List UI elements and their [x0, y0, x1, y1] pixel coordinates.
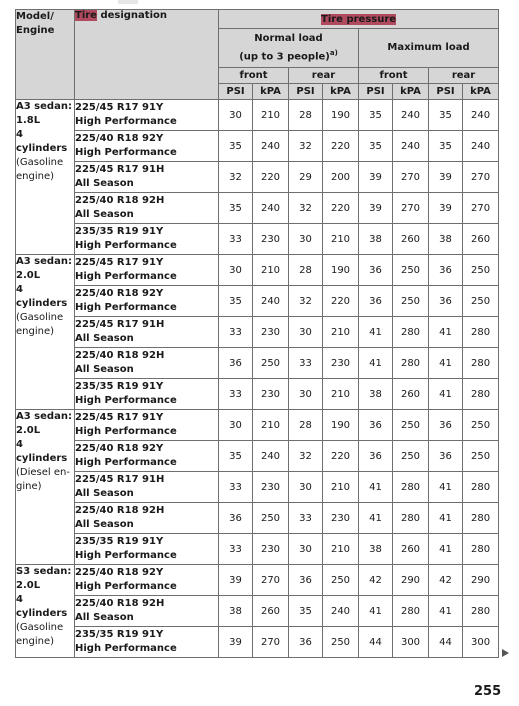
tire-type: All Season [75, 519, 134, 530]
tire-designation-cell [75, 441, 219, 472]
tire-size: 225/40 R18 92Y [75, 443, 164, 454]
kpa-value: 220 [323, 193, 359, 224]
tire-designation-header [75, 10, 219, 100]
pressure-tire-highlight: Tire [321, 13, 343, 25]
tire-designation-cell [75, 193, 219, 224]
kpa-value: 220 [323, 131, 359, 162]
tire-type: High Performance [75, 581, 177, 592]
psi-value: 44 [359, 627, 393, 658]
psi-value: 39 [219, 627, 253, 658]
psi-value: 30 [289, 224, 323, 255]
psi-value: 33 [289, 348, 323, 379]
tire-pressure-header [219, 10, 499, 29]
table-row [16, 100, 499, 131]
kpa-value: 240 [253, 193, 289, 224]
table-row [16, 379, 499, 410]
normal-load-people-text: (up to 3 people) [239, 51, 330, 63]
tire-size: 235/35 R19 91Y [75, 381, 164, 392]
psi-value: 30 [219, 255, 253, 286]
kpa-value: 260 [393, 224, 429, 255]
table-row [16, 131, 499, 162]
kpa-value: 220 [323, 286, 359, 317]
table-row [16, 348, 499, 379]
footnote-marker: a) [329, 48, 338, 57]
psi-value: 41 [429, 534, 463, 565]
psi-value: 39 [429, 162, 463, 193]
tire-type: High Performance [75, 457, 177, 468]
tire-designation-cell [75, 410, 219, 441]
tire-type: High Performance [75, 147, 177, 158]
psi-value: 41 [359, 503, 393, 534]
unit-psi: PSI [359, 84, 393, 100]
psi-value: 32 [289, 193, 323, 224]
kpa-value: 240 [253, 441, 289, 472]
tire-size: 225/40 R18 92H [75, 505, 165, 516]
max-rear-header: rear [429, 68, 499, 84]
psi-value: 36 [359, 441, 393, 472]
engine-line: (Gasoline [16, 312, 64, 323]
kpa-value: 300 [393, 627, 429, 658]
psi-value: 39 [359, 193, 393, 224]
unit-psi: PSI [219, 84, 253, 100]
psi-value: 33 [219, 317, 253, 348]
model-engine-cell [16, 100, 75, 255]
psi-value: 33 [289, 503, 323, 534]
psi-value: 41 [429, 596, 463, 627]
psi-value: 36 [359, 255, 393, 286]
psi-value: 35 [219, 193, 253, 224]
tire-size: 225/40 R18 92Y [75, 288, 164, 299]
max-front-header: front [359, 68, 429, 84]
page-number: 255 [474, 684, 502, 699]
kpa-value: 240 [393, 100, 429, 131]
tire-size: 225/45 R17 91Y [75, 257, 164, 268]
psi-value: 32 [289, 286, 323, 317]
table-row [16, 224, 499, 255]
psi-value: 36 [429, 410, 463, 441]
normal-load-text: Normal load [254, 32, 323, 44]
tire-type: High Performance [75, 395, 177, 406]
kpa-value: 250 [393, 286, 429, 317]
model-line: 2.0L [16, 580, 41, 591]
table-row [16, 534, 499, 565]
kpa-value: 230 [323, 503, 359, 534]
engine-line: (Gasoline [16, 157, 64, 168]
psi-value: 30 [289, 317, 323, 348]
psi-value: 36 [219, 348, 253, 379]
unit-kpa: kPA [393, 84, 429, 100]
kpa-value: 230 [323, 348, 359, 379]
tire-size: 225/45 R17 91H [75, 319, 165, 330]
psi-value: 35 [219, 441, 253, 472]
psi-value: 30 [289, 379, 323, 410]
kpa-value: 220 [323, 441, 359, 472]
kpa-value: 270 [393, 162, 429, 193]
kpa-value: 240 [323, 596, 359, 627]
tire-pressure-table [15, 9, 499, 658]
psi-value: 39 [429, 193, 463, 224]
tire-designation-cell [75, 534, 219, 565]
maximum-load-header [359, 29, 499, 68]
tire-size: 225/45 R17 91H [75, 474, 165, 485]
tire-designation-cell [75, 224, 219, 255]
psi-value: 32 [289, 441, 323, 472]
kpa-value: 220 [253, 162, 289, 193]
table-row [16, 472, 499, 503]
kpa-value: 270 [393, 193, 429, 224]
tire-size: 225/45 R17 91Y [75, 102, 164, 113]
psi-value: 29 [289, 162, 323, 193]
table-row [16, 503, 499, 534]
tire-type: High Performance [75, 116, 177, 127]
kpa-value: 190 [323, 100, 359, 131]
tire-designation-cell [75, 379, 219, 410]
psi-value: 35 [429, 100, 463, 131]
kpa-value: 280 [393, 503, 429, 534]
tire-type: High Performance [75, 550, 177, 561]
tire-size: 225/40 R18 92Y [75, 567, 164, 578]
tire-size: 225/45 R17 91H [75, 164, 165, 175]
psi-value: 38 [359, 224, 393, 255]
psi-value: 41 [429, 503, 463, 534]
psi-value: 36 [359, 410, 393, 441]
kpa-value: 270 [463, 193, 499, 224]
model-line: S3 sedan: [16, 566, 72, 577]
psi-value: 36 [429, 255, 463, 286]
continue-arrow-icon [502, 649, 509, 657]
psi-value: 41 [359, 596, 393, 627]
psi-value: 35 [219, 131, 253, 162]
tire-designation-cell [75, 162, 219, 193]
designation-text: designation [96, 10, 167, 21]
engine-line: engine) [16, 326, 55, 337]
kpa-value: 190 [323, 255, 359, 286]
kpa-value: 260 [393, 379, 429, 410]
tire-size: 235/35 R19 91Y [75, 536, 164, 547]
pressure-text: pressure [342, 13, 397, 25]
kpa-value: 210 [323, 534, 359, 565]
kpa-value: 250 [393, 410, 429, 441]
table-row [16, 596, 499, 627]
table-row [16, 627, 499, 658]
kpa-value: 250 [253, 503, 289, 534]
kpa-value: 280 [393, 348, 429, 379]
kpa-value: 280 [393, 317, 429, 348]
kpa-value: 250 [323, 627, 359, 658]
tire-type: All Season [75, 333, 134, 344]
psi-value: 38 [359, 379, 393, 410]
tire-size: 225/40 R18 92Y [75, 133, 164, 144]
tire-type: High Performance [75, 643, 177, 654]
kpa-value: 280 [463, 472, 499, 503]
psi-value: 35 [359, 131, 393, 162]
unit-kpa: kPA [463, 84, 499, 100]
tire-size: 235/35 R19 91Y [75, 629, 164, 640]
psi-value: 30 [219, 410, 253, 441]
normal-front-header: front [219, 68, 289, 84]
maximum-load-text: Maximum load [387, 42, 470, 53]
kpa-value: 250 [463, 441, 499, 472]
kpa-value: 280 [463, 379, 499, 410]
psi-value: 36 [289, 627, 323, 658]
tire-designation-cell [75, 348, 219, 379]
model-engine-header [16, 10, 75, 100]
table-row [16, 193, 499, 224]
kpa-value: 240 [253, 286, 289, 317]
kpa-value: 250 [253, 348, 289, 379]
tire-designation-cell [75, 255, 219, 286]
tire-type: High Performance [75, 302, 177, 313]
psi-value: 30 [219, 100, 253, 131]
kpa-value: 200 [323, 162, 359, 193]
kpa-value: 240 [393, 131, 429, 162]
kpa-value: 210 [323, 317, 359, 348]
tire-type: All Season [75, 178, 134, 189]
kpa-value: 280 [463, 348, 499, 379]
kpa-value: 210 [253, 255, 289, 286]
model-line: A3 sedan: [16, 411, 72, 422]
psi-value: 35 [219, 286, 253, 317]
tire-size: 225/40 R18 92H [75, 195, 165, 206]
model-line: 2.0L [16, 425, 41, 436]
kpa-value: 290 [463, 565, 499, 596]
psi-value: 36 [219, 503, 253, 534]
psi-value: 41 [359, 317, 393, 348]
kpa-value: 260 [253, 596, 289, 627]
model-header-text: Model/ [16, 11, 54, 22]
kpa-value: 240 [253, 131, 289, 162]
psi-value: 38 [429, 224, 463, 255]
psi-value: 28 [289, 100, 323, 131]
kpa-value: 210 [323, 472, 359, 503]
model-line: A3 sedan: [16, 256, 72, 267]
tire-type: All Season [75, 612, 134, 623]
psi-value: 36 [429, 286, 463, 317]
psi-value: 30 [289, 534, 323, 565]
kpa-value: 280 [393, 472, 429, 503]
tire-type: High Performance [75, 271, 177, 282]
engine-line: gine) [16, 481, 42, 492]
psi-value: 41 [429, 472, 463, 503]
psi-value: 36 [359, 286, 393, 317]
table-row [16, 162, 499, 193]
kpa-value: 280 [463, 503, 499, 534]
tire-highlight: Tire [75, 10, 97, 21]
tire-designation-cell [75, 472, 219, 503]
kpa-value: 230 [253, 379, 289, 410]
kpa-value: 210 [323, 224, 359, 255]
psi-value: 42 [429, 565, 463, 596]
psi-value: 36 [289, 565, 323, 596]
psi-value: 39 [219, 565, 253, 596]
page-top-tab [118, 0, 138, 4]
tire-size: 235/35 R19 91Y [75, 226, 164, 237]
kpa-value: 300 [463, 627, 499, 658]
model-line: 4 cylinders [16, 284, 68, 309]
psi-value: 32 [219, 162, 253, 193]
kpa-value: 240 [463, 131, 499, 162]
model-line: A3 sedan: [16, 101, 72, 112]
model-line: 4 cylinders [16, 129, 68, 154]
tire-type: High Performance [75, 240, 177, 251]
model-line: 2.0L [16, 270, 41, 281]
kpa-value: 270 [463, 162, 499, 193]
table-row [16, 410, 499, 441]
kpa-value: 260 [463, 224, 499, 255]
table-body [16, 100, 499, 658]
kpa-value: 280 [463, 317, 499, 348]
unit-kpa: kPA [253, 84, 289, 100]
psi-value: 28 [289, 410, 323, 441]
tire-designation-cell [75, 503, 219, 534]
table-row [16, 317, 499, 348]
kpa-value: 190 [323, 410, 359, 441]
psi-value: 42 [359, 565, 393, 596]
model-line: 1.8L [16, 115, 41, 126]
psi-value: 33 [219, 472, 253, 503]
psi-value: 41 [429, 348, 463, 379]
psi-value: 38 [359, 534, 393, 565]
psi-value: 39 [359, 162, 393, 193]
kpa-value: 280 [393, 596, 429, 627]
kpa-value: 250 [463, 255, 499, 286]
unit-psi: PSI [429, 84, 463, 100]
model-engine-cell [16, 410, 75, 565]
psi-value: 41 [429, 317, 463, 348]
kpa-value: 240 [463, 100, 499, 131]
model-line: 4 cylinders [16, 439, 68, 464]
tire-type: All Season [75, 364, 134, 375]
psi-value: 33 [219, 224, 253, 255]
table-row [16, 441, 499, 472]
engine-header-text: Engine [16, 25, 55, 36]
tire-type: All Season [75, 488, 134, 499]
tire-designation-cell [75, 627, 219, 658]
unit-kpa: kPA [323, 84, 359, 100]
kpa-value: 260 [393, 534, 429, 565]
model-line: 4 cylinders [16, 594, 68, 619]
kpa-value: 270 [253, 627, 289, 658]
psi-value: 41 [429, 379, 463, 410]
kpa-value: 230 [253, 317, 289, 348]
model-engine-cell [16, 255, 75, 410]
kpa-value: 210 [253, 100, 289, 131]
kpa-value: 250 [393, 255, 429, 286]
normal-rear-header: rear [289, 68, 359, 84]
psi-value: 30 [289, 472, 323, 503]
kpa-value: 230 [253, 472, 289, 503]
tire-type: High Performance [75, 426, 177, 437]
engine-line: (Gasoline [16, 622, 64, 633]
psi-value: 33 [219, 534, 253, 565]
engine-line: (Diesel en- [16, 467, 70, 478]
psi-value: 35 [289, 596, 323, 627]
psi-value: 28 [289, 255, 323, 286]
psi-value: 35 [429, 131, 463, 162]
kpa-value: 270 [253, 565, 289, 596]
tire-designation-cell [75, 596, 219, 627]
kpa-value: 290 [393, 565, 429, 596]
tire-type: All Season [75, 209, 134, 220]
psi-value: 41 [359, 348, 393, 379]
kpa-value: 250 [463, 286, 499, 317]
tire-size: 225/40 R18 92H [75, 598, 165, 609]
engine-line: engine) [16, 171, 55, 182]
tire-designation-cell [75, 131, 219, 162]
psi-value: 33 [219, 379, 253, 410]
kpa-value: 250 [393, 441, 429, 472]
kpa-value: 280 [463, 596, 499, 627]
tire-designation-cell [75, 100, 219, 131]
psi-value: 36 [429, 441, 463, 472]
psi-value: 38 [219, 596, 253, 627]
kpa-value: 230 [253, 224, 289, 255]
tire-size: 225/40 R18 92H [75, 350, 165, 361]
kpa-value: 210 [253, 410, 289, 441]
tire-designation-cell [75, 286, 219, 317]
table-row [16, 565, 499, 596]
kpa-value: 250 [463, 410, 499, 441]
tire-designation-cell [75, 317, 219, 348]
table-row [16, 255, 499, 286]
psi-value: 41 [359, 472, 393, 503]
normal-load-header [219, 29, 359, 68]
tire-designation-cell [75, 565, 219, 596]
tire-size: 225/45 R17 91Y [75, 412, 164, 423]
model-engine-cell [16, 565, 75, 658]
table-header [16, 10, 499, 100]
psi-value: 32 [289, 131, 323, 162]
kpa-value: 250 [323, 565, 359, 596]
kpa-value: 230 [253, 534, 289, 565]
kpa-value: 280 [463, 534, 499, 565]
table-row [16, 286, 499, 317]
unit-psi: PSI [289, 84, 323, 100]
psi-value: 44 [429, 627, 463, 658]
kpa-value: 210 [323, 379, 359, 410]
psi-value: 35 [359, 100, 393, 131]
engine-line: engine) [16, 636, 55, 647]
